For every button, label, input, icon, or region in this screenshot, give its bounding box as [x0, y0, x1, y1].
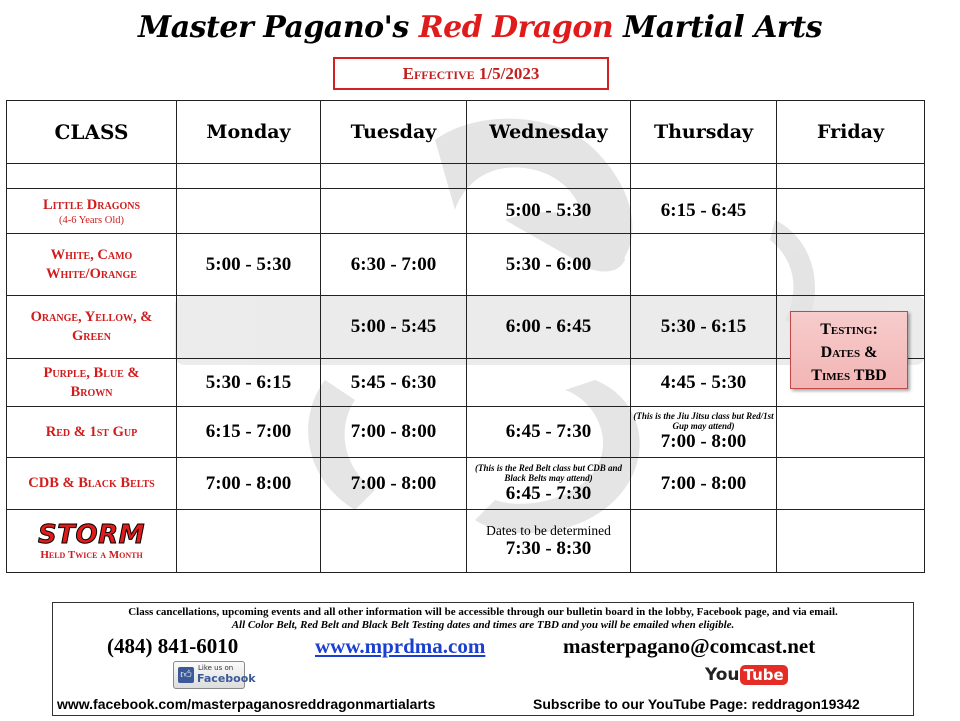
class-name: Orange, Yellow, & Green: [7, 296, 177, 359]
effective-date: Effective 1/5/2023: [333, 57, 609, 90]
title-part1: Master Pagano's: [138, 10, 419, 45]
table-row: Orange, Yellow, & Green 5:00 - 5:45 6:00 - 6:45 5:30 - 6:15: [7, 296, 925, 359]
thumbs-up-icon: 👍︎: [178, 667, 194, 683]
header-tuesday: Tuesday: [321, 101, 467, 164]
header-wednesday: Wednesday: [467, 101, 631, 164]
class-name: White, Camo White/Orange: [7, 234, 177, 296]
youtube-logo-icon[interactable]: You Tube: [705, 665, 788, 689]
class-name: STORM Held Twice a Month: [7, 510, 177, 573]
header-monday: Monday: [177, 101, 321, 164]
header-class: CLASS: [7, 101, 177, 164]
header-thursday: Thursday: [631, 101, 777, 164]
table-row: Red & 1st Gup 6:15 - 7:00 7:00 - 8:00 6:45 - 7:30 (This is the Jiu Jitsu class but Red/1st Gup may attend) 7:00 - 8:00: [7, 407, 925, 458]
table-row: Purple, Blue & Brown 5:30 - 6:15 5:45 - 6:30 4:45 - 5:30: [7, 359, 925, 407]
email-address: masterpagano@comcast.net: [563, 634, 816, 658]
footer-info-2: All Color Belt, Red Belt and Black Belt Testing dates and times are TBD and you will be emailed when eligible.: [231, 619, 735, 631]
class-name: CDB & Black Belts: [7, 458, 177, 510]
facebook-url: www.facebook.com/masterpaganosreddragonmartialarts: [57, 696, 436, 712]
header-friday: Friday: [777, 101, 925, 164]
testing-note: Testing: Dates & Times TBD: [790, 311, 908, 389]
class-name: Purple, Blue & Brown: [7, 359, 177, 407]
footer-info: Class cancellations, upcoming events and all other information will be accessible through our bulletin board in the lobby, Facebook page, and via email.: [128, 606, 838, 618]
class-name: Little Dragons (4-6 Years Old): [7, 189, 177, 234]
storm-logo: STORM: [38, 519, 145, 550]
title-part3: Martial Arts: [613, 10, 822, 45]
table-row: White, Camo White/Orange 5:00 - 5:30 6:30 - 7:00 5:30 - 6:00: [7, 234, 925, 296]
table-row: Little Dragons (4-6 Years Old) 5:00 - 5:30 6:15 - 6:45: [7, 189, 925, 234]
website-link[interactable]: www.mprdma.com: [315, 634, 486, 658]
title-part2: Red Dragon: [418, 10, 614, 45]
spacer-row: [7, 164, 925, 189]
table-row: CDB & Black Belts 7:00 - 8:00 7:00 - 8:00 (This is the Red Belt class but CDB and Black Belts may attend) 6:45 - 7:30 7:00 - 8:00: [7, 458, 925, 510]
youtube-subscribe: Subscribe to our YouTube Page: reddragon19342: [533, 696, 860, 712]
phone-number: (484) 841-6010: [107, 634, 239, 658]
footer-box: [52, 602, 914, 716]
header-row: [7, 101, 925, 164]
class-name: Red & 1st Gup: [7, 407, 177, 458]
table-row: STORM Held Twice a Month Dates to be determined 7:30 - 8:30: [7, 510, 925, 573]
schedule-table: [6, 100, 925, 573]
page-title: [0, 8, 960, 48]
facebook-like-button[interactable]: 👍︎ Like us on Facebook: [173, 661, 245, 689]
